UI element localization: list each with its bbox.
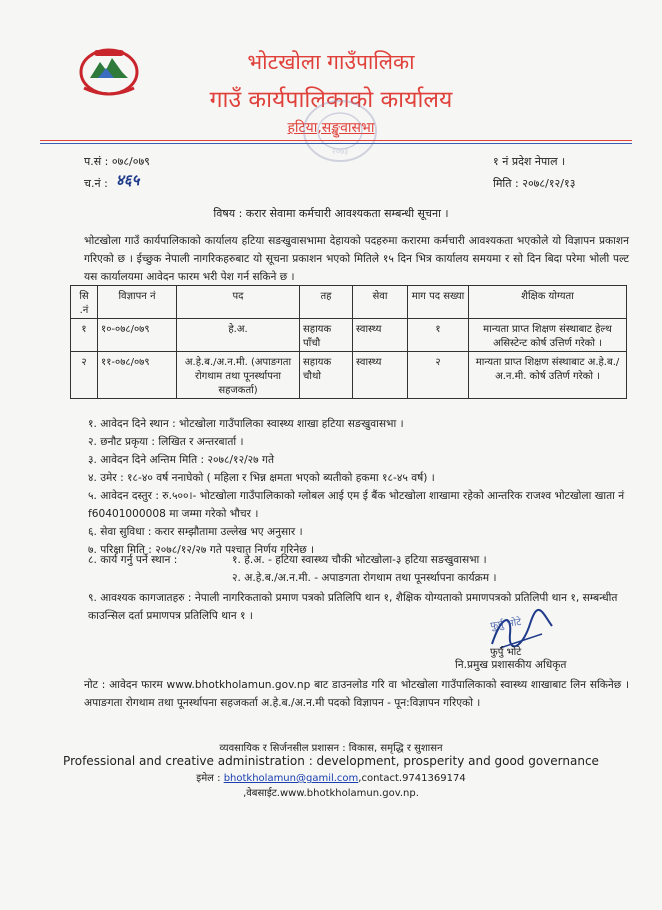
signatory-title: नि.प्रमुख प्रशासकीय अधिकृत <box>455 659 567 671</box>
note-paragraph: नोट : आवेदन फारम www.bhotkholamun.gov.np बाट डाउनलोड गरि वा भोटखोला गाउँपालिकाको स्वास्थ्य शाखाबाट लिन सकिनेछ । अपाङगता रोगथाम तथा पूनर्स्थापना सहजकर्ता अ.हे.ब./अ.न.मी पदको विज्ञापन - पून:विज्ञापन गरिएको । <box>84 679 629 709</box>
contact-phone: ,contact.9741369174 <box>358 773 466 784</box>
cell-qualification: मान्यता प्राप्त शिक्षण संस्थाबाट अ.हे.ब./अ.न.मी. कोर्ष उतिर्ण गरेको । <box>469 352 627 399</box>
list-item: ३. आवेदन दिने अन्तिम मिति : २०७८/१२/२७ गते <box>88 454 275 466</box>
col-level: तह <box>300 286 353 319</box>
office-seal-stamp <box>300 96 380 166</box>
work-location-label: ८. कार्य गर्नु पर्ने स्थान : <box>88 554 178 566</box>
table-header-row <box>71 286 627 319</box>
signatory-stamp: फुर्पु भोटे <box>489 616 523 633</box>
letter-date: मिति : २०७८/१२/१३ <box>493 177 576 190</box>
list-item: २. छनौट प्रकृया : लिखित र अन्तरबार्ता । <box>88 436 244 448</box>
office-location: हटिया,सङ्खुवासभा <box>287 120 375 136</box>
conditions-list <box>88 415 628 559</box>
office-name: गाउँ कार्यपालिकाको कार्यालय <box>209 87 453 113</box>
list-item: ७. परिक्षा मिति : २०७८/१२/२७ गते पश्चात निर्णय गरिनेछ । <box>88 544 315 556</box>
cell-level: सहायक चौथो <box>300 352 353 399</box>
province: १ नं प्रदेश नेपाल । <box>493 155 566 168</box>
cell-post: हे.अ. <box>177 319 300 352</box>
vacancy-table <box>70 285 627 399</box>
intro-paragraph: भोटखोला गाउँ कार्यपालिकाको कार्यालय हटिया सङखुवासभामा देहायको पदहरुमा करारमा कर्मचारी आवश्यकता भएकोले यो विज्ञापन प्रकाशन गरिएको छ । ईच्छुक नेपाली नागरिकहरुबाट यो सूचना प्रकाशन भएको मितिले १५ दिन भित्र कार्यालय समयमा र सो दिन बिदा परेमा भोली पल्ट यस कार्यालयमा आवेदन फारम भरी पेश गर्न सकिने छ । <box>84 235 629 283</box>
list-item: ६. सेवा सुविधा : करार सम्झौतामा उल्लेख भए अनुसार । <box>88 526 303 538</box>
cell-sn: २ <box>71 352 98 399</box>
email-label: इमेल : <box>196 773 221 784</box>
work-location-1: १. हे.अ. - हटिया स्वास्थ्य चौकी भोटखोला-३ हटिया सङखुवासभा । <box>232 554 487 566</box>
website-line: ,वेबसाईट.www.bhotkholamun.gov.np. <box>243 788 419 799</box>
cell-qualification: मान्यता प्राप्त शिक्षण संस्थाबाट हेल्थ असिस्टेन्ट कोर्ष उत्तिर्ण गरेको । <box>469 319 627 352</box>
org-name: भोटखोला गाउँपालिका <box>247 50 415 74</box>
required-documents: ९. आवश्यक कागजातहरु : नेपाली नागरिकताको प्रमाण पत्रको प्रतिलिपि थान १, शैक्षिक योग्यताको प्रमाणपत्रको प्रतिलिपी थान १, सम्बन्धीत काउन्सिल दर्ता प्रमाणपत्र प्रतिलिपि थान १ । <box>88 592 618 622</box>
col-ad-no: विज्ञापन नं <box>98 286 177 319</box>
work-location-2: २. अ.हे.ब./अ.न.मी. - अपाङगता रोगथाम तथा पूनर्स्थापना कार्यक्रम । <box>232 572 497 584</box>
motto-english: Professional and creative administration : development, prosperity and good governance <box>63 754 599 768</box>
col-post: पद <box>177 286 300 319</box>
header-rule-red <box>40 140 632 141</box>
cell-service: स्वास्थ्य <box>353 319 408 352</box>
cell-service: स्वास्थ्य <box>353 352 408 399</box>
contact-line <box>0 770 662 784</box>
cell-ad-no: १०-०७८/०७९ <box>98 319 177 352</box>
cell-level: सहायक पाँचौ <box>300 319 353 352</box>
dispatch-number-label: च.नं : <box>84 177 108 190</box>
cell-ad-no: ११-०७८/०७९ <box>98 352 177 399</box>
header-rule-blue <box>40 143 632 144</box>
cell-demand: १ <box>408 319 469 352</box>
col-qualification: शैक्षिक योग्यता <box>469 286 627 319</box>
email-link[interactable]: bhotkholamun@gamil.com <box>223 773 359 784</box>
motto-nepali: व्यवसायिक र सिर्जनसील प्रशासन : विकास, समृद्धि र सुशासन <box>219 743 443 754</box>
notice-subject: विषय : करार सेवामा कर्मचारी आवश्यकता सम्बन्धी सूचना । <box>213 207 449 220</box>
signatory-name: फुर्पु भोटे <box>490 647 522 658</box>
cell-demand: २ <box>408 352 469 399</box>
table-row <box>71 352 627 399</box>
col-sn: सि .नं <box>71 286 98 319</box>
cell-post: अ.हे.ब./अ.न.मी. (अपाङगता रोगथाम तथा पूनर्स्थापना सहजकर्ता) <box>177 352 300 399</box>
col-demand: माग पद सख्या <box>408 286 469 319</box>
table-row <box>71 319 627 352</box>
col-service: सेवा <box>353 286 408 319</box>
list-item: ४. उमेर : १८-४० वर्ष ननाघेको ( महिला र भिन्न क्षमता भएको ब्यतीको हकमा १८-४५ वर्ष) । <box>88 472 435 484</box>
seal-year: २०७३ <box>331 147 349 156</box>
list-item: ५. आवेदन दस्तुर : रु.५००।- भोटखोला गाउँपालिकाको ग्लोबल आई एम ई बैंक भोटखोला शाखामा रहेको आन्तरिक राजश्व भोटखोला खाता नं f60401000008 मा जम्मा गरेको भौचर । <box>88 490 625 520</box>
list-item: १. आवेदन दिने स्थान : भोटखोला गाउँपालिका स्वास्थ्य शाखा हटिया सङखुवासभा । <box>88 418 404 430</box>
cell-sn: १ <box>71 319 98 352</box>
dispatch-number-handwritten: ४६५ <box>116 171 140 189</box>
reference-number: प.सं : ०७८/०७९ <box>84 155 150 168</box>
